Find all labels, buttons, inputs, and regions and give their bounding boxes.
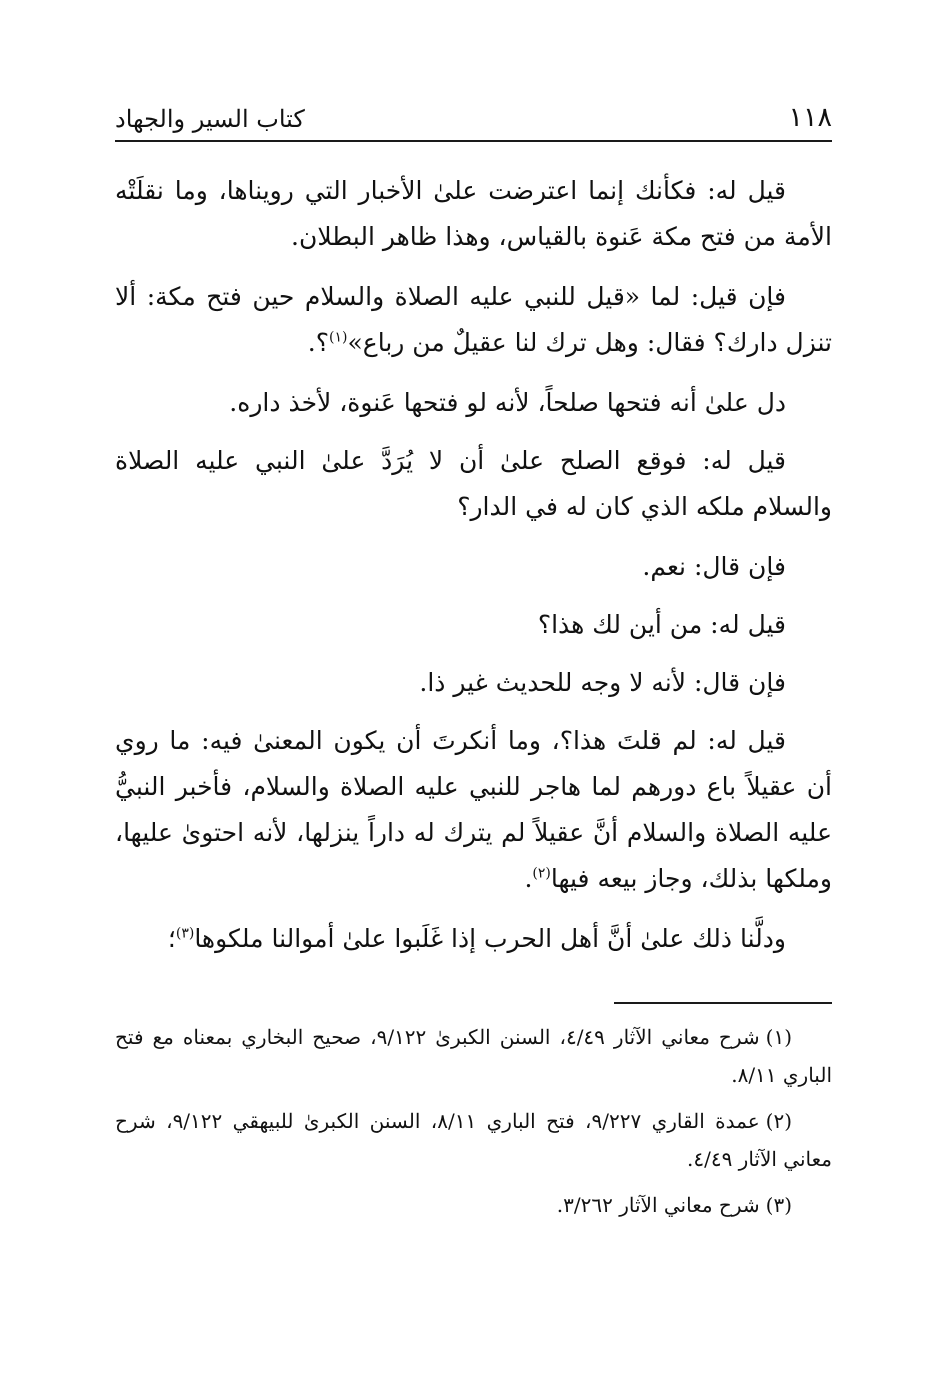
paragraph-text: دل علىٰ أنه فتحها صلحاً، لأنه لو فتحها عَنوة، لأخذ داره. [229, 388, 786, 417]
page-header [115, 100, 832, 142]
paragraph-text: قيل له: من أين لك هذا؟ [537, 610, 786, 639]
footnote-number: (١) [765, 1025, 792, 1049]
paragraph [115, 718, 832, 902]
paragraph [115, 380, 832, 426]
footnote-text: شرح معاني الآثار ٤/٤٩، السنن الكبرىٰ ٩/١٢٢، صحيح البخاري بمعناه مع فتح الباري ٨/١١. [115, 1025, 832, 1087]
paragraph-tail: . [524, 864, 533, 893]
paragraph-tail: ؛ [167, 924, 176, 953]
paragraph-text: فإن قيل: لما «قيل للنبي عليه الصلاة والسلام حين فتح مكة: ألا تنزل دارك؟ فقال: وهل ترك لنا عقيلٌ من رباع» [115, 282, 832, 357]
paragraph-text: ودلَّنا ذلك علىٰ أنَّ أهل الحرب إذا غَلَبوا علىٰ أموالنا ملكوها [194, 924, 786, 953]
paragraph-text: فإن قال: لأنه لا وجه للحديث غير ذا. [419, 668, 786, 697]
footnote-ref[interactable]: (٢) [532, 865, 551, 882]
paragraph [115, 602, 832, 648]
footnote-text: عمدة القاري ٩/٢٢٧، فتح الباري ٨/١١، السنن الكبرىٰ للبيهقي ٩/١٢٢، شرح معاني الآثار ٤/٤٩. [115, 1109, 832, 1171]
running-title: كتاب السير والجهاد [115, 105, 305, 133]
paragraph [115, 660, 832, 706]
footnote-number: (٢) [765, 1109, 793, 1133]
footnote-ref[interactable]: (٣) [175, 925, 195, 942]
paragraph [115, 168, 832, 260]
footnote-ref[interactable]: (١) [329, 329, 348, 346]
paragraph-text: فإن قال: نعم. [642, 552, 786, 581]
footnote-item [115, 1018, 832, 1094]
paragraph-text: قيل له: فكأنك إنما اعترضت علىٰ الأخبار التي رويناها، وما نقلَتْه الأمة من فتح مكة عَنوة بالقياس، وهذا ظاهر البطلان. [115, 176, 832, 251]
footnotes [115, 1018, 832, 1232]
footnote-text: شرح معاني الآثار ٣/٢٦٢. [556, 1193, 760, 1217]
main-text [115, 168, 832, 976]
footnote-item [115, 1186, 832, 1224]
footnote-number: (٣) [765, 1193, 792, 1217]
page-number: ١١٨ [788, 102, 832, 133]
paragraph-text: قيل له: لم قلتَ هذا؟، وما أنكرتَ أن يكون المعنىٰ فيه: ما روي أن عقيلاً باع دورهم لما هاجر للنبي عليه الصلاة والسلام، فأخبر النبيُّ عليه الصلاة والسلام أنَّ عقيلاً لم يترك له داراً ينزلها، لأنه احتوىٰ عليها، وملكها بذلك، وجاز بيعه فيها [115, 726, 832, 893]
paragraph-tail: ؟. [307, 328, 330, 357]
footnote-divider [614, 1002, 832, 1004]
paragraph [115, 274, 832, 366]
paragraph [115, 544, 832, 590]
paragraph [115, 438, 832, 530]
footnote-item [115, 1102, 832, 1178]
paragraph-text: قيل له: فوقع الصلح علىٰ أن لا يُرَدَّ علىٰ النبي عليه الصلاة والسلام ملكه الذي كان له في الدار؟ [115, 446, 832, 521]
paragraph [115, 916, 832, 962]
